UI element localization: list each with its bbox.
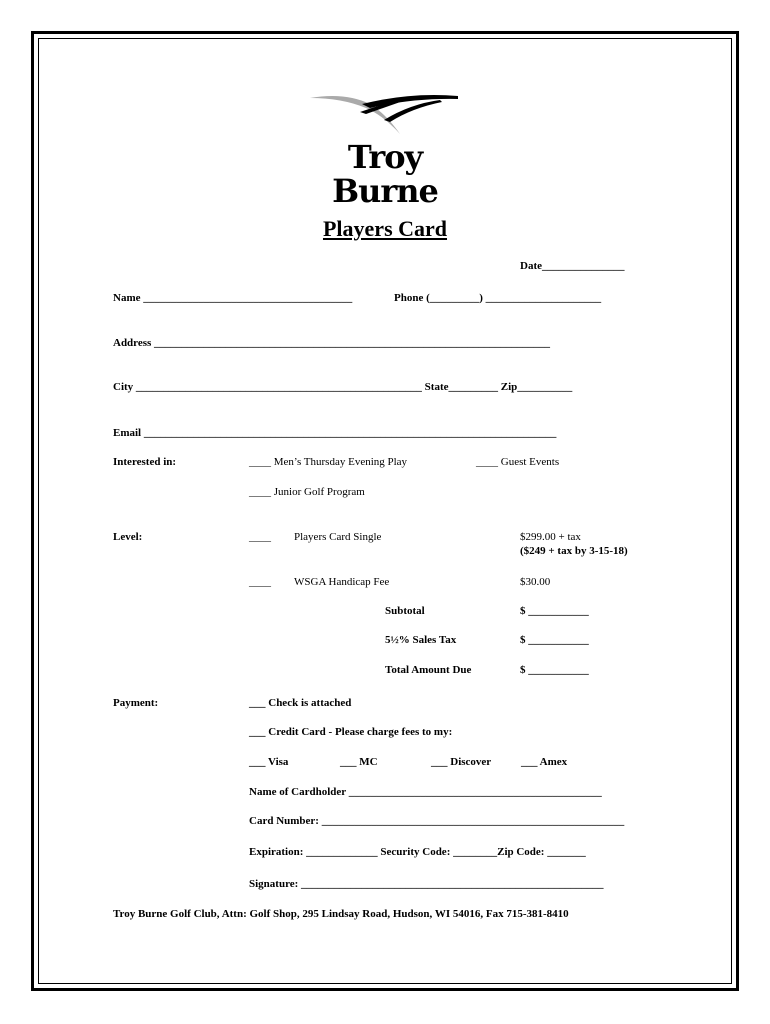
- payment-credit-option[interactable]: ___ Credit Card - Please charge fees to my:: [249, 726, 453, 738]
- signature-field[interactable]: Signature: _______________________________________________________: [249, 878, 604, 890]
- city-state-zip-field[interactable]: City ____________________________________________________ State_________ Zip__________: [113, 381, 573, 393]
- payment-check-option[interactable]: ___ Check is attached: [249, 697, 352, 709]
- sales-tax-value[interactable]: $ ___________: [520, 634, 589, 646]
- total-due-value[interactable]: $ ___________: [520, 664, 589, 676]
- sales-tax-label: 5½% Sales Tax: [385, 634, 457, 646]
- level-single-name: Players Card Single: [294, 531, 382, 543]
- expiration-security-zip-field[interactable]: Expiration: _____________ Security Code: ________Zip Code: _______: [249, 846, 586, 858]
- subtotal-label: Subtotal: [385, 605, 425, 617]
- level-single-blank[interactable]: ____: [249, 531, 271, 543]
- level-handicap-blank[interactable]: ____: [249, 576, 271, 588]
- date-field[interactable]: Date_______________: [520, 260, 625, 272]
- card-amex-option[interactable]: ___ Amex: [521, 756, 568, 768]
- golf-swoosh-logo-icon: [300, 90, 470, 140]
- footer-address: Troy Burne Golf Club, Attn: Golf Shop, 295 Lindsay Road, Hudson, WI 54016, Fax 715-381-8410: [113, 908, 569, 920]
- option-guest-events[interactable]: ____ Guest Events: [476, 456, 560, 468]
- level-handicap-price: $30.00: [520, 576, 551, 588]
- level-single-early-price: ($249 + tax by 3-15-18): [520, 545, 628, 557]
- logo-wordmark: Troy Burne: [332, 138, 438, 210]
- cardholder-name-field[interactable]: Name of Cardholder ______________________________________________: [249, 786, 602, 798]
- subtotal-value[interactable]: $ ___________: [520, 605, 589, 617]
- name-field[interactable]: Name ______________________________________: [113, 292, 353, 304]
- level-label: Level:: [113, 531, 143, 543]
- level-handicap-name: WSGA Handicap Fee: [294, 576, 390, 588]
- card-number-field[interactable]: Card Number: _______________________________________________________: [249, 815, 625, 827]
- option-mens-thursday[interactable]: ____ Men’s Thursday Evening Play: [249, 456, 408, 468]
- card-visa-option[interactable]: ___ Visa: [249, 756, 289, 768]
- card-discover-option[interactable]: ___ Discover: [431, 756, 492, 768]
- payment-label: Payment:: [113, 697, 159, 709]
- card-mc-option[interactable]: ___ MC: [340, 756, 378, 768]
- level-single-price: $299.00 + tax: [520, 531, 581, 543]
- phone-field[interactable]: Phone (_________) _____________________: [394, 292, 602, 304]
- troy-burne-logo: [300, 90, 470, 210]
- interested-label: Interested in:: [113, 456, 177, 468]
- total-due-label: Total Amount Due: [385, 664, 472, 676]
- form-title: Players Card: [322, 216, 448, 241]
- email-field[interactable]: Email ___________________________________________________________________________: [113, 427, 557, 439]
- option-junior-golf[interactable]: ____ Junior Golf Program: [249, 486, 365, 498]
- address-field[interactable]: Address ________________________________________________________________________: [113, 337, 551, 349]
